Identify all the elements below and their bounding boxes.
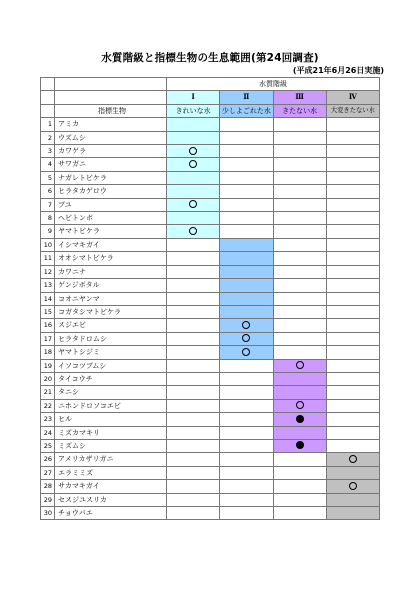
table-row [41, 292, 380, 305]
row-number: 12 [41, 265, 55, 278]
class-cell-4 [326, 118, 379, 131]
class-cell-1 [167, 466, 220, 479]
class-cell-1 [167, 493, 220, 506]
organism-name: チョウバエ [55, 507, 167, 520]
table-row [41, 265, 380, 278]
class-cell-2 [220, 332, 273, 345]
class-cell-1 [167, 332, 220, 345]
class-cell-1 [167, 118, 220, 131]
class-cell-3 [273, 507, 326, 520]
row-number: 11 [41, 252, 55, 265]
class-cell-1 [167, 399, 220, 412]
class-cell-1 [167, 225, 220, 238]
organism-name: ヒラタカゲロウ [55, 185, 167, 198]
class-cell-3 [273, 319, 326, 332]
table-row [41, 386, 380, 399]
page-title: 水質階級と指標生物の生息範囲(第24回調査) [101, 52, 319, 64]
row-number: 22 [41, 399, 55, 412]
row-number: 4 [41, 158, 55, 171]
table-row [41, 171, 380, 184]
row-number: 5 [41, 171, 55, 184]
organism-name: ミズカマキリ [55, 426, 167, 439]
class-cell-4 [326, 185, 379, 198]
class-cell-3 [273, 466, 326, 479]
class-cell-2 [220, 493, 273, 506]
open-circle-mark [296, 361, 304, 369]
class-cell-4 [326, 493, 379, 506]
class-cell-3 [273, 292, 326, 305]
table-row [41, 212, 380, 225]
class-cell-1 [167, 279, 220, 292]
class-cell-2 [220, 238, 273, 251]
row-number: 27 [41, 466, 55, 479]
class-cell-4 [326, 453, 379, 466]
open-circle-mark [242, 334, 250, 342]
table-row [41, 305, 380, 318]
open-circle-mark [349, 455, 357, 463]
organism-name: ゲンジボタル [55, 279, 167, 292]
row-number: 26 [41, 453, 55, 466]
class-cell-2 [220, 372, 273, 385]
class-cell-4 [326, 279, 379, 292]
organism-name: コガタシマトビケラ [55, 305, 167, 318]
class-cell-4 [326, 131, 379, 144]
header-blank-name [55, 91, 167, 104]
class-cell-4 [326, 359, 379, 372]
class-cell-3 [273, 359, 326, 372]
survey-date: (平成21年6月26日実施) [292, 66, 384, 75]
class-cell-2 [220, 265, 273, 278]
organism-name: イソコツブムシ [55, 359, 167, 372]
table-row [41, 252, 380, 265]
class-cell-2 [220, 507, 273, 520]
class-cell-3 [273, 252, 326, 265]
class-cell-2 [220, 426, 273, 439]
class-cell-4 [326, 413, 379, 426]
row-number: 1 [41, 118, 55, 131]
water-class-group-header: 水質階級 [167, 78, 380, 91]
organism-name: コオニヤンマ [55, 292, 167, 305]
table-row [41, 346, 380, 359]
header-blank-num [41, 78, 55, 91]
class-cell-1 [167, 359, 220, 372]
organism-name: ブユ [55, 198, 167, 211]
class-cell-3 [273, 225, 326, 238]
class-cell-2 [220, 225, 273, 238]
open-circle-mark [189, 200, 197, 208]
row-number: 3 [41, 145, 55, 158]
class-cell-1 [167, 346, 220, 359]
organism-name: イシマキガイ [55, 238, 167, 251]
row-number: 30 [41, 507, 55, 520]
class-cell-3 [273, 185, 326, 198]
class-cell-3 [273, 480, 326, 493]
class-cell-3 [273, 265, 326, 278]
row-number: 17 [41, 332, 55, 345]
class-name-3: きたない水 [273, 104, 326, 117]
class-cell-1 [167, 158, 220, 171]
organism-name: ニホンドロソコエビ [55, 399, 167, 412]
organism-name: カワゲラ [55, 145, 167, 158]
class-cell-3 [273, 439, 326, 452]
class-cell-4 [326, 399, 379, 412]
row-number: 7 [41, 198, 55, 211]
class-cell-1 [167, 198, 220, 211]
row-number: 8 [41, 212, 55, 225]
organism-name: ナガレトビケラ [55, 171, 167, 184]
class-cell-4 [326, 319, 379, 332]
class-cell-1 [167, 145, 220, 158]
organism-name: タイコウチ [55, 372, 167, 385]
header-blank-num [41, 91, 55, 104]
table-row [41, 131, 380, 144]
table-row [41, 453, 380, 466]
table-row [41, 118, 380, 131]
table-row [41, 507, 380, 520]
class-cell-3 [273, 386, 326, 399]
row-number: 19 [41, 359, 55, 372]
table-row [41, 480, 380, 493]
class-cell-4 [326, 372, 379, 385]
organism-name: アメリカザリガニ [55, 453, 167, 466]
class-cell-4 [326, 145, 379, 158]
table-row [41, 238, 380, 251]
organism-name: アミカ [55, 118, 167, 131]
organism-name: ヘビトンボ [55, 212, 167, 225]
class-cell-4 [326, 346, 379, 359]
organism-name: カワニナ [55, 265, 167, 278]
class-cell-3 [273, 145, 326, 158]
class-cell-1 [167, 305, 220, 318]
class-cell-3 [273, 279, 326, 292]
table-row [41, 319, 380, 332]
class-cell-4 [326, 466, 379, 479]
open-circle-mark [189, 147, 197, 155]
class-cell-1 [167, 439, 220, 452]
table-row [41, 225, 380, 238]
class-cell-3 [273, 305, 326, 318]
open-circle-mark [349, 482, 357, 490]
class-roman-3: Ⅲ [273, 91, 326, 104]
class-cell-2 [220, 453, 273, 466]
class-cell-2 [220, 466, 273, 479]
class-cell-3 [273, 372, 326, 385]
habitat-table [40, 77, 380, 520]
class-cell-1 [167, 480, 220, 493]
class-cell-2 [220, 399, 273, 412]
organism-name: サカマキガイ [55, 480, 167, 493]
row-number: 16 [41, 319, 55, 332]
class-cell-3 [273, 399, 326, 412]
organism-name: ヒラタドロムシ [55, 332, 167, 345]
class-cell-4 [326, 305, 379, 318]
class-cell-1 [167, 265, 220, 278]
class-cell-3 [273, 453, 326, 466]
class-cell-2 [220, 292, 273, 305]
table-row [41, 426, 380, 439]
table-row [41, 198, 380, 211]
class-cell-4 [326, 507, 379, 520]
class-cell-1 [167, 212, 220, 225]
class-cell-4 [326, 426, 379, 439]
organism-name: ミズムシ [55, 439, 167, 452]
table-row [41, 185, 380, 198]
class-cell-1 [167, 185, 220, 198]
organism-name: オオシマトビケラ [55, 252, 167, 265]
table-row [41, 372, 380, 385]
class-roman-2: Ⅱ [220, 91, 273, 104]
class-cell-2 [220, 131, 273, 144]
class-cell-1 [167, 413, 220, 426]
class-cell-4 [326, 171, 379, 184]
class-cell-2 [220, 158, 273, 171]
table-row [41, 493, 380, 506]
class-cell-2 [220, 386, 273, 399]
class-cell-2 [220, 279, 273, 292]
table-row [41, 332, 380, 345]
row-number: 14 [41, 292, 55, 305]
row-number: 2 [41, 131, 55, 144]
row-number: 28 [41, 480, 55, 493]
class-cell-1 [167, 131, 220, 144]
organism-name: ヤマトビケラ [55, 225, 167, 238]
class-cell-4 [326, 480, 379, 493]
header-blank-num [41, 104, 55, 117]
class-cell-2 [220, 413, 273, 426]
class-cell-4 [326, 439, 379, 452]
class-name-2: 少しよごれた水 [220, 104, 273, 117]
class-cell-1 [167, 292, 220, 305]
class-cell-3 [273, 332, 326, 345]
class-cell-4 [326, 332, 379, 345]
row-number: 15 [41, 305, 55, 318]
filled-circle-mark [296, 441, 304, 449]
class-cell-3 [273, 171, 326, 184]
class-cell-4 [326, 265, 379, 278]
row-number: 20 [41, 372, 55, 385]
table-row [41, 279, 380, 292]
class-cell-3 [273, 131, 326, 144]
class-cell-3 [273, 118, 326, 131]
class-cell-4 [326, 158, 379, 171]
class-cell-2 [220, 212, 273, 225]
organism-name: スジエビ [55, 319, 167, 332]
class-cell-3 [273, 346, 326, 359]
class-cell-2 [220, 185, 273, 198]
class-cell-3 [273, 212, 326, 225]
open-circle-mark [189, 160, 197, 168]
row-number: 24 [41, 426, 55, 439]
organism-name: ヒル [55, 413, 167, 426]
class-cell-4 [326, 386, 379, 399]
class-cell-2 [220, 171, 273, 184]
class-cell-4 [326, 252, 379, 265]
open-circle-mark [189, 227, 197, 235]
class-cell-2 [220, 145, 273, 158]
table-row [41, 145, 380, 158]
table-row [41, 158, 380, 171]
class-cell-1 [167, 507, 220, 520]
organism-header: 指標生物 [55, 104, 167, 117]
open-circle-mark [242, 348, 250, 356]
organism-name: エラミミズ [55, 466, 167, 479]
class-cell-4 [326, 225, 379, 238]
organism-name: ウズムシ [55, 131, 167, 144]
class-cell-3 [273, 493, 326, 506]
class-name-4: 大変きたない水 [326, 104, 379, 117]
organism-name: サワガニ [55, 158, 167, 171]
table-row [41, 359, 380, 372]
class-name-1: きれいな水 [167, 104, 220, 117]
row-number: 21 [41, 386, 55, 399]
table-row [41, 466, 380, 479]
class-cell-2 [220, 252, 273, 265]
organism-name: セスジユスリカ [55, 493, 167, 506]
class-cell-3 [273, 198, 326, 211]
class-cell-2 [220, 118, 273, 131]
open-circle-mark [296, 401, 304, 409]
filled-circle-mark [296, 415, 304, 423]
class-cell-1 [167, 319, 220, 332]
class-cell-1 [167, 238, 220, 251]
class-cell-2 [220, 359, 273, 372]
class-cell-1 [167, 252, 220, 265]
organism-name: タニシ [55, 386, 167, 399]
row-number: 23 [41, 413, 55, 426]
table-row [41, 413, 380, 426]
class-cell-2 [220, 346, 273, 359]
class-roman-1: Ⅰ [167, 91, 220, 104]
open-circle-mark [242, 321, 250, 329]
class-roman-4: Ⅳ [326, 91, 379, 104]
class-cell-1 [167, 372, 220, 385]
header-blank-name [55, 78, 167, 91]
class-cell-4 [326, 292, 379, 305]
row-number: 29 [41, 493, 55, 506]
row-number: 9 [41, 225, 55, 238]
class-cell-1 [167, 426, 220, 439]
class-cell-2 [220, 305, 273, 318]
class-cell-3 [273, 158, 326, 171]
class-cell-2 [220, 480, 273, 493]
row-number: 10 [41, 238, 55, 251]
class-cell-1 [167, 171, 220, 184]
table-row [41, 439, 380, 452]
class-cell-2 [220, 198, 273, 211]
class-cell-4 [326, 198, 379, 211]
row-number: 25 [41, 439, 55, 452]
class-cell-4 [326, 212, 379, 225]
class-cell-1 [167, 453, 220, 466]
organism-name: ヤマトシジミ [55, 346, 167, 359]
class-cell-4 [326, 238, 379, 251]
row-number: 18 [41, 346, 55, 359]
class-cell-3 [273, 426, 326, 439]
class-cell-2 [220, 319, 273, 332]
class-cell-1 [167, 386, 220, 399]
class-cell-3 [273, 238, 326, 251]
row-number: 6 [41, 185, 55, 198]
class-cell-3 [273, 413, 326, 426]
class-cell-2 [220, 439, 273, 452]
table-row [41, 399, 380, 412]
row-number: 13 [41, 279, 55, 292]
